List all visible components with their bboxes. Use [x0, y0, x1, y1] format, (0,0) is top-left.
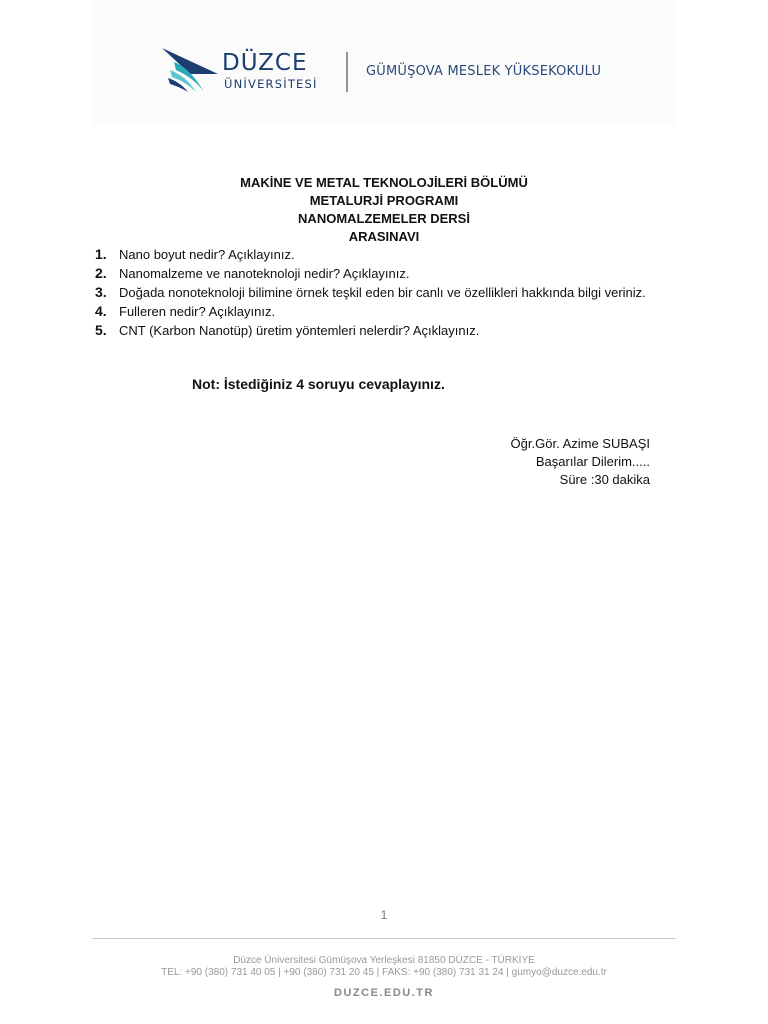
logo-divider: [346, 52, 348, 92]
question-text: Nano boyut nedir? Açıklayınız.: [119, 247, 295, 262]
course-title: NANOMALZEMELER DERSİ: [298, 211, 470, 226]
question-number: 3.: [95, 284, 107, 300]
question-item: [92, 321, 676, 340]
question-number: 5.: [95, 322, 107, 338]
question-text: Nanomalzeme ve nanoteknoloji nedir? Açıklayınız.: [119, 266, 410, 281]
question-number: 4.: [95, 303, 107, 319]
question-list: [92, 245, 676, 340]
brand-subtitle: ÜNİVERSİTESİ: [224, 77, 318, 91]
question-item: [92, 283, 676, 302]
footer-contact: TEL: +90 (380) 731 40 05 | +90 (380) 731 20 45 | FAKS: +90 (380) 731 31 24 | gumyo@duzce.edu.tr: [161, 967, 607, 978]
question-item: [92, 302, 676, 321]
logo-wing-icon: [160, 44, 220, 96]
exam-title: ARASINAVI: [348, 229, 420, 244]
question-item: [92, 264, 676, 283]
question-text: Fulleren nedir? Açıklayınız.: [119, 304, 276, 319]
exam-note: Not: İstediğiniz 4 soruyu cevaplayınız.: [192, 376, 445, 392]
brand-name: DÜZCE: [222, 50, 308, 76]
instructor-name: Öğr.Gör. Azime SUBAŞI: [510, 436, 650, 451]
school-name: GÜMÜŞOVA MESLEK YÜKSEKOKULU: [366, 64, 602, 79]
page-number: 1: [380, 908, 388, 922]
footer-divider: [92, 938, 676, 939]
program-title: METALURJİ PROGRAMI: [309, 193, 459, 208]
question-text: CNT (Karbon Nanotüp) üretim yöntemleri nelerdir? Açıklayınız.: [119, 323, 480, 338]
exam-titles: [92, 174, 676, 246]
question-text: Doğada nonoteknoloji bilimine örnek teşkil eden bir canlı ve özellikleri hakkında bilgi veriniz.: [119, 285, 646, 300]
question-number: 1.: [95, 246, 107, 262]
department-title: MAKİNE VE METAL TEKNOLOJİLERİ BÖLÜMÜ: [240, 175, 528, 190]
question-number: 2.: [95, 265, 107, 281]
question-item: [92, 245, 676, 264]
good-luck-text: Başarılar Dilerim.....: [535, 454, 650, 469]
university-logo: [160, 44, 620, 100]
footer-address: Düzce Üniversitesi Gümüşova Yerleşkesi 81850 DÜZCE - TÜRKİYE: [233, 955, 535, 966]
signature-block: [400, 435, 650, 489]
duration-text: Süre :30 dakika: [559, 472, 650, 487]
footer-website: DUZCE.EDU.TR: [334, 987, 434, 999]
